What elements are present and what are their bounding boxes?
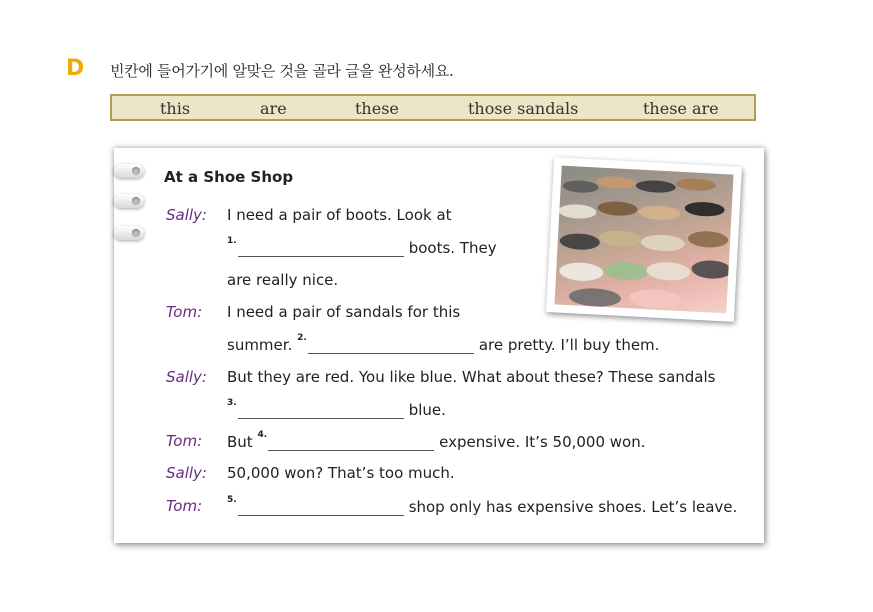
dialogue-text: 50,000 won? That’s too much. (227, 464, 455, 482)
binder-ring-icon (114, 226, 144, 240)
dialogue-line-4 (227, 432, 646, 451)
dialogue-text: expensive. It’s 50,000 won. (439, 433, 646, 451)
blank-input-3[interactable] (238, 404, 404, 419)
blank-number: 5. (227, 495, 237, 505)
blank-number: 2. (297, 333, 307, 343)
blank-input-4[interactable] (268, 436, 434, 451)
section-letter: D (66, 56, 85, 81)
blank-number: 1. (227, 236, 237, 246)
word-bank-item: those sandals (468, 99, 579, 118)
dialogue-text: I need a pair of boots. Look at (227, 206, 452, 224)
card-title: At a Shoe Shop (164, 168, 294, 186)
dialogue-text: I need a pair of sandals for this (227, 303, 461, 321)
speaker-label: Tom: (166, 432, 203, 450)
dialogue-line-3 (227, 400, 446, 419)
dialogue-text: boots. They (408, 239, 497, 257)
speaker-label: Sally: (166, 464, 207, 482)
instruction-text: 빈칸에 들어가기에 알맞은 것을 골라 글을 완성하세요. (110, 62, 454, 80)
dialogue-text: But (227, 433, 253, 451)
blank-input-5[interactable] (238, 501, 404, 516)
speaker-label: Sally: (166, 368, 207, 386)
word-bank-item: are (260, 99, 287, 118)
blank-number: 3. (227, 398, 237, 408)
blank-input-2[interactable] (308, 339, 474, 354)
speaker-label: Tom: (166, 303, 203, 321)
word-bank (110, 94, 756, 121)
dialogue-text: are pretty. I’ll buy them. (478, 336, 660, 354)
dialogue-text: are really nice. (227, 271, 339, 289)
dialogue-text: summer. (227, 336, 293, 354)
blank-input-1[interactable] (238, 242, 404, 257)
speaker-label: Sally: (166, 206, 207, 224)
speaker-label: Tom: (166, 497, 203, 515)
binder-ring-icon (114, 164, 144, 178)
word-bank-item: these are (643, 99, 719, 118)
dialogue-line-1 (227, 238, 497, 257)
blank-number: 4. (257, 430, 268, 440)
dialogue-line-5 (227, 497, 737, 516)
word-bank-item: these (355, 99, 399, 118)
dialogue-line-2 (227, 335, 659, 354)
dialogue-text: But they are red. You like blue. What about these? These sandals (227, 368, 716, 386)
dialogue-text: blue. (408, 401, 446, 419)
shoes-image-icon (554, 166, 733, 314)
shoe-shop-photo (546, 157, 742, 322)
binder-ring-icon (114, 194, 144, 208)
word-bank-item: this (160, 99, 191, 118)
dialogue-text: shop only has expensive shoes. Let’s leave. (408, 498, 738, 516)
